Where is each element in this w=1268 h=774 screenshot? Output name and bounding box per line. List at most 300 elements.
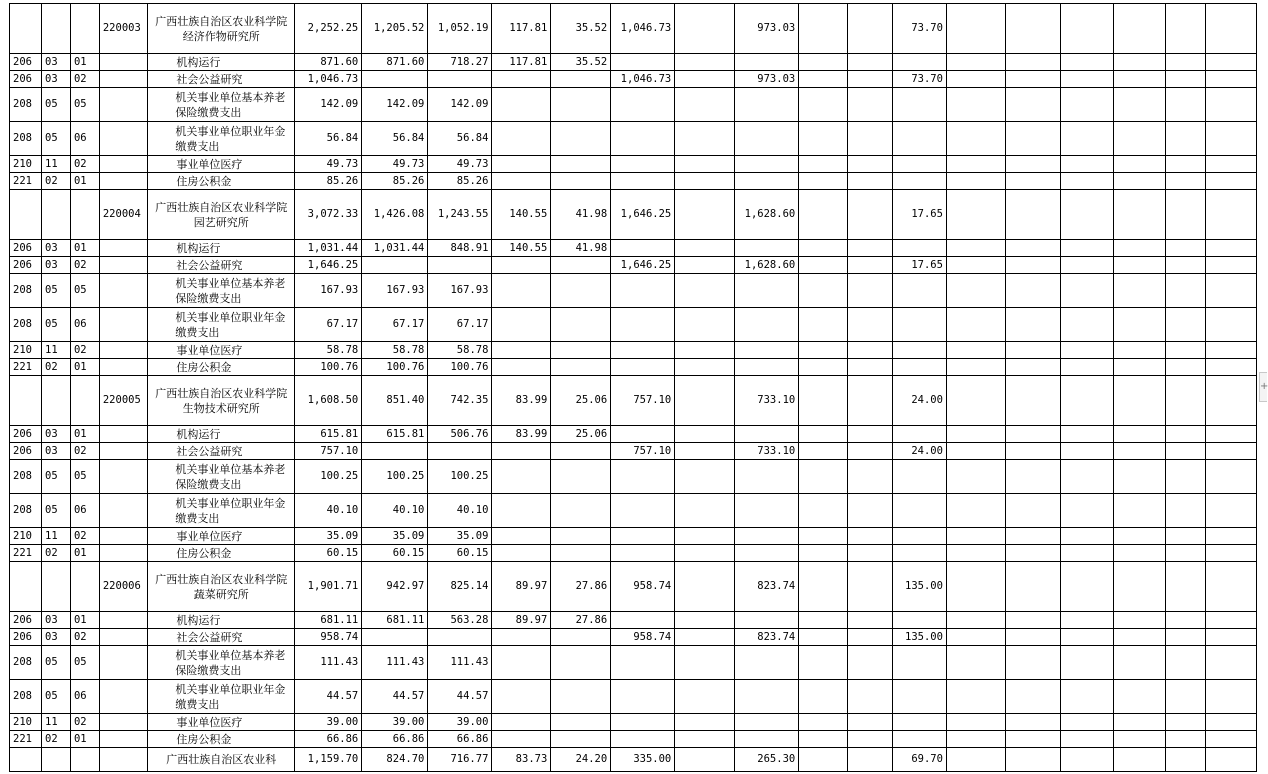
amount-cell[interactable]: [675, 646, 735, 680]
amount-cell[interactable]: [492, 545, 551, 562]
amount-cell[interactable]: [675, 173, 735, 190]
item-name-cell[interactable]: 社会公益研究: [148, 443, 295, 460]
amount-cell[interactable]: [492, 88, 551, 122]
class-code-cell[interactable]: 210: [10, 714, 42, 731]
amount-cell[interactable]: [799, 274, 848, 308]
amount-cell[interactable]: 41.98: [551, 240, 611, 257]
amount-cell[interactable]: [1114, 71, 1166, 88]
item-code-cell[interactable]: 02: [70, 528, 99, 545]
amount-cell[interactable]: [675, 545, 735, 562]
section-code-cell[interactable]: 03: [42, 426, 71, 443]
amount-cell[interactable]: 265.30: [735, 748, 799, 772]
amount-cell[interactable]: [1165, 122, 1205, 156]
amount-cell[interactable]: [1206, 240, 1257, 257]
amount-cell[interactable]: [675, 426, 735, 443]
amount-cell[interactable]: [847, 54, 892, 71]
amount-cell[interactable]: [675, 274, 735, 308]
amount-cell[interactable]: 85.26: [428, 173, 492, 190]
class-code-cell[interactable]: 210: [10, 342, 42, 359]
unit-code-cell[interactable]: 220006: [99, 562, 148, 612]
amount-cell[interactable]: [1165, 528, 1205, 545]
item-name-cell[interactable]: 广西壮族自治区农业科学院蔬菜研究所: [148, 562, 295, 612]
item-code-cell[interactable]: [70, 376, 99, 426]
amount-cell[interactable]: 60.15: [362, 545, 428, 562]
amount-cell[interactable]: 35.09: [362, 528, 428, 545]
amount-cell[interactable]: 24.00: [893, 376, 947, 426]
amount-cell[interactable]: 83.99: [492, 426, 551, 443]
item-code-cell[interactable]: 02: [70, 629, 99, 646]
amount-cell[interactable]: 73.70: [893, 71, 947, 88]
section-code-cell[interactable]: 05: [42, 308, 71, 342]
amount-cell[interactable]: [799, 173, 848, 190]
class-code-cell[interactable]: 208: [10, 308, 42, 342]
amount-cell[interactable]: [946, 748, 1005, 772]
amount-cell[interactable]: [1114, 257, 1166, 274]
item-name-cell[interactable]: [148, 308, 295, 342]
item-name-cell[interactable]: [148, 494, 295, 528]
amount-cell[interactable]: [675, 190, 735, 240]
amount-cell[interactable]: 1,031.44: [362, 240, 428, 257]
amount-cell[interactable]: 111.43: [428, 646, 492, 680]
amount-cell[interactable]: [946, 426, 1005, 443]
amount-cell[interactable]: [946, 240, 1005, 257]
class-code-cell[interactable]: 221: [10, 173, 42, 190]
amount-cell[interactable]: [611, 359, 675, 376]
amount-cell[interactable]: [799, 562, 848, 612]
item-code-cell[interactable]: [70, 748, 99, 772]
amount-cell[interactable]: [611, 426, 675, 443]
section-code-cell[interactable]: 05: [42, 88, 71, 122]
amount-cell[interactable]: [428, 71, 492, 88]
class-code-cell[interactable]: 221: [10, 731, 42, 748]
amount-cell[interactable]: [1206, 342, 1257, 359]
amount-cell[interactable]: [492, 122, 551, 156]
amount-cell[interactable]: [551, 308, 611, 342]
amount-cell[interactable]: [847, 240, 892, 257]
amount-cell[interactable]: [893, 528, 947, 545]
amount-cell[interactable]: [799, 528, 848, 545]
amount-cell[interactable]: [492, 714, 551, 731]
amount-cell[interactable]: [1060, 54, 1114, 71]
amount-cell[interactable]: [893, 122, 947, 156]
section-code-cell[interactable]: 05: [42, 274, 71, 308]
amount-cell[interactable]: [1165, 4, 1205, 54]
amount-cell[interactable]: [946, 545, 1005, 562]
class-code-cell[interactable]: [10, 748, 42, 772]
amount-cell[interactable]: [362, 443, 428, 460]
amount-cell[interactable]: [675, 342, 735, 359]
amount-cell[interactable]: 117.81: [492, 4, 551, 54]
amount-cell[interactable]: 167.93: [295, 274, 362, 308]
amount-cell[interactable]: [1114, 4, 1166, 54]
amount-cell[interactable]: [735, 156, 799, 173]
unit-code-cell[interactable]: [99, 88, 148, 122]
amount-cell[interactable]: [1114, 731, 1166, 748]
amount-cell[interactable]: [847, 257, 892, 274]
amount-cell[interactable]: 25.06: [551, 376, 611, 426]
amount-cell[interactable]: [1060, 612, 1114, 629]
amount-cell[interactable]: 35.09: [295, 528, 362, 545]
amount-cell[interactable]: 67.17: [295, 308, 362, 342]
amount-cell[interactable]: [551, 71, 611, 88]
amount-cell[interactable]: 3,072.33: [295, 190, 362, 240]
amount-cell[interactable]: [1114, 545, 1166, 562]
amount-cell[interactable]: 851.40: [362, 376, 428, 426]
amount-cell[interactable]: [675, 443, 735, 460]
item-name-cell[interactable]: [148, 460, 295, 494]
unit-code-cell[interactable]: [99, 156, 148, 173]
item-name-cell[interactable]: 广西壮族自治区农业科: [148, 748, 295, 772]
amount-cell[interactable]: [492, 274, 551, 308]
amount-cell[interactable]: [675, 731, 735, 748]
amount-cell[interactable]: [799, 494, 848, 528]
amount-cell[interactable]: [551, 629, 611, 646]
amount-cell[interactable]: [362, 257, 428, 274]
item-code-cell[interactable]: 02: [70, 443, 99, 460]
amount-cell[interactable]: [492, 731, 551, 748]
amount-cell[interactable]: [551, 714, 611, 731]
section-code-cell[interactable]: 02: [42, 359, 71, 376]
amount-cell[interactable]: [1114, 646, 1166, 680]
amount-cell[interactable]: [611, 54, 675, 71]
amount-cell[interactable]: [1005, 714, 1060, 731]
unit-code-cell[interactable]: [99, 257, 148, 274]
amount-cell[interactable]: [492, 646, 551, 680]
class-code-cell[interactable]: [10, 190, 42, 240]
amount-cell[interactable]: [1114, 460, 1166, 494]
amount-cell[interactable]: [799, 545, 848, 562]
class-code-cell[interactable]: 208: [10, 646, 42, 680]
amount-cell[interactable]: [1114, 680, 1166, 714]
amount-cell[interactable]: [492, 494, 551, 528]
amount-cell[interactable]: [1060, 376, 1114, 426]
amount-cell[interactable]: [847, 308, 892, 342]
amount-cell[interactable]: 958.74: [611, 629, 675, 646]
amount-cell[interactable]: [1005, 748, 1060, 772]
amount-cell[interactable]: [799, 612, 848, 629]
unit-code-cell[interactable]: [99, 646, 148, 680]
amount-cell[interactable]: [799, 240, 848, 257]
amount-cell[interactable]: 69.70: [893, 748, 947, 772]
amount-cell[interactable]: 506.76: [428, 426, 492, 443]
amount-cell[interactable]: [735, 274, 799, 308]
amount-cell[interactable]: 1,646.25: [295, 257, 362, 274]
amount-cell[interactable]: 742.35: [428, 376, 492, 426]
amount-cell[interactable]: [847, 629, 892, 646]
amount-cell[interactable]: 60.15: [428, 545, 492, 562]
amount-cell[interactable]: [799, 342, 848, 359]
unit-code-cell[interactable]: 220003: [99, 4, 148, 54]
amount-cell[interactable]: [946, 173, 1005, 190]
amount-cell[interactable]: [428, 443, 492, 460]
amount-cell[interactable]: [847, 494, 892, 528]
section-code-cell[interactable]: 05: [42, 680, 71, 714]
amount-cell[interactable]: [611, 173, 675, 190]
unit-code-cell[interactable]: [99, 308, 148, 342]
amount-cell[interactable]: [1060, 274, 1114, 308]
amount-cell[interactable]: [492, 359, 551, 376]
amount-cell[interactable]: 40.10: [362, 494, 428, 528]
amount-cell[interactable]: 24.20: [551, 748, 611, 772]
section-code-cell[interactable]: 03: [42, 612, 71, 629]
amount-cell[interactable]: [611, 731, 675, 748]
amount-cell[interactable]: [611, 545, 675, 562]
amount-cell[interactable]: [611, 274, 675, 308]
amount-cell[interactable]: [1114, 173, 1166, 190]
amount-cell[interactable]: [735, 646, 799, 680]
amount-cell[interactable]: [1005, 4, 1060, 54]
amount-cell[interactable]: [847, 612, 892, 629]
item-name-cell[interactable]: [148, 274, 295, 308]
amount-cell[interactable]: 1,426.08: [362, 190, 428, 240]
amount-cell[interactable]: [735, 460, 799, 494]
amount-cell[interactable]: [1165, 731, 1205, 748]
amount-cell[interactable]: [847, 646, 892, 680]
amount-cell[interactable]: 958.74: [295, 629, 362, 646]
amount-cell[interactable]: [946, 54, 1005, 71]
unit-code-cell[interactable]: [99, 122, 148, 156]
amount-cell[interactable]: [893, 680, 947, 714]
amount-cell[interactable]: [893, 173, 947, 190]
amount-cell[interactable]: [1005, 629, 1060, 646]
section-code-cell[interactable]: 02: [42, 731, 71, 748]
amount-cell[interactable]: 66.86: [362, 731, 428, 748]
item-code-cell[interactable]: 06: [70, 308, 99, 342]
amount-cell[interactable]: 615.81: [362, 426, 428, 443]
amount-cell[interactable]: [492, 460, 551, 494]
amount-cell[interactable]: [551, 173, 611, 190]
amount-cell[interactable]: [1060, 426, 1114, 443]
amount-cell[interactable]: 848.91: [428, 240, 492, 257]
item-name-cell[interactable]: [148, 122, 295, 156]
class-code-cell[interactable]: 206: [10, 54, 42, 71]
amount-cell[interactable]: 100.25: [295, 460, 362, 494]
amount-cell[interactable]: 1,159.70: [295, 748, 362, 772]
amount-cell[interactable]: [893, 426, 947, 443]
amount-cell[interactable]: [1005, 359, 1060, 376]
amount-cell[interactable]: [1165, 54, 1205, 71]
item-code-cell[interactable]: 01: [70, 731, 99, 748]
item-name-cell[interactable]: 机构运行: [148, 612, 295, 629]
amount-cell[interactable]: [1206, 646, 1257, 680]
amount-cell[interactable]: [611, 88, 675, 122]
amount-cell[interactable]: [1005, 731, 1060, 748]
amount-cell[interactable]: [1060, 460, 1114, 494]
amount-cell[interactable]: 66.86: [295, 731, 362, 748]
amount-cell[interactable]: [1114, 612, 1166, 629]
amount-cell[interactable]: 167.93: [428, 274, 492, 308]
amount-cell[interactable]: [1060, 342, 1114, 359]
amount-cell[interactable]: [675, 680, 735, 714]
amount-cell[interactable]: [847, 528, 892, 545]
amount-cell[interactable]: [1206, 71, 1257, 88]
amount-cell[interactable]: [1114, 426, 1166, 443]
class-code-cell[interactable]: 208: [10, 460, 42, 494]
amount-cell[interactable]: [847, 71, 892, 88]
amount-cell[interactable]: [1060, 714, 1114, 731]
amount-cell[interactable]: [611, 528, 675, 545]
amount-cell[interactable]: [735, 494, 799, 528]
amount-cell[interactable]: [362, 629, 428, 646]
amount-cell[interactable]: [735, 528, 799, 545]
amount-cell[interactable]: [847, 274, 892, 308]
class-code-cell[interactable]: 208: [10, 494, 42, 528]
amount-cell[interactable]: [1165, 342, 1205, 359]
amount-cell[interactable]: 25.06: [551, 426, 611, 443]
amount-cell[interactable]: [1206, 714, 1257, 731]
amount-cell[interactable]: [893, 308, 947, 342]
amount-cell[interactable]: 39.00: [428, 714, 492, 731]
amount-cell[interactable]: 58.78: [362, 342, 428, 359]
amount-cell[interactable]: [893, 54, 947, 71]
amount-cell[interactable]: [675, 376, 735, 426]
amount-cell[interactable]: [1114, 240, 1166, 257]
amount-cell[interactable]: [1206, 376, 1257, 426]
amount-cell[interactable]: 1,031.44: [295, 240, 362, 257]
amount-cell[interactable]: [492, 528, 551, 545]
amount-cell[interactable]: [1005, 426, 1060, 443]
amount-cell[interactable]: [946, 494, 1005, 528]
amount-cell[interactable]: [847, 562, 892, 612]
amount-cell[interactable]: [1060, 748, 1114, 772]
amount-cell[interactable]: 39.00: [295, 714, 362, 731]
amount-cell[interactable]: [1005, 88, 1060, 122]
unit-code-cell[interactable]: [99, 274, 148, 308]
amount-cell[interactable]: [1165, 376, 1205, 426]
amount-cell[interactable]: [1114, 494, 1166, 528]
amount-cell[interactable]: 58.78: [295, 342, 362, 359]
amount-cell[interactable]: 973.03: [735, 71, 799, 88]
section-code-cell[interactable]: 03: [42, 240, 71, 257]
amount-cell[interactable]: [735, 54, 799, 71]
amount-cell[interactable]: [1165, 612, 1205, 629]
amount-cell[interactable]: [735, 612, 799, 629]
amount-cell[interactable]: [893, 612, 947, 629]
amount-cell[interactable]: 111.43: [362, 646, 428, 680]
unit-code-cell[interactable]: [99, 173, 148, 190]
amount-cell[interactable]: 73.70: [893, 4, 947, 54]
amount-cell[interactable]: [492, 308, 551, 342]
amount-cell[interactable]: [946, 528, 1005, 545]
amount-cell[interactable]: 44.57: [428, 680, 492, 714]
amount-cell[interactable]: [799, 54, 848, 71]
amount-cell[interactable]: 49.73: [362, 156, 428, 173]
item-name-cell[interactable]: 住房公积金: [148, 173, 295, 190]
amount-cell[interactable]: 871.60: [295, 54, 362, 71]
amount-cell[interactable]: [893, 494, 947, 528]
class-code-cell[interactable]: [10, 376, 42, 426]
class-code-cell[interactable]: 206: [10, 240, 42, 257]
amount-cell[interactable]: [675, 88, 735, 122]
amount-cell[interactable]: 757.10: [611, 443, 675, 460]
amount-cell[interactable]: [893, 88, 947, 122]
section-code-cell[interactable]: 03: [42, 71, 71, 88]
amount-cell[interactable]: 41.98: [551, 190, 611, 240]
amount-cell[interactable]: [1165, 190, 1205, 240]
amount-cell[interactable]: [1060, 359, 1114, 376]
amount-cell[interactable]: [1060, 122, 1114, 156]
amount-cell[interactable]: 17.65: [893, 190, 947, 240]
amount-cell[interactable]: [799, 88, 848, 122]
item-code-cell[interactable]: 01: [70, 426, 99, 443]
amount-cell[interactable]: [1005, 54, 1060, 71]
amount-cell[interactable]: [946, 376, 1005, 426]
item-name-cell[interactable]: 事业单位医疗: [148, 714, 295, 731]
amount-cell[interactable]: [1206, 426, 1257, 443]
amount-cell[interactable]: 56.84: [362, 122, 428, 156]
amount-cell[interactable]: [946, 714, 1005, 731]
item-code-cell[interactable]: 05: [70, 646, 99, 680]
amount-cell[interactable]: [1005, 240, 1060, 257]
amount-cell[interactable]: [428, 629, 492, 646]
unit-code-cell[interactable]: [99, 460, 148, 494]
section-code-cell[interactable]: 05: [42, 460, 71, 494]
amount-cell[interactable]: [1114, 190, 1166, 240]
amount-cell[interactable]: [799, 646, 848, 680]
amount-cell[interactable]: [1206, 156, 1257, 173]
amount-cell[interactable]: 681.11: [295, 612, 362, 629]
amount-cell[interactable]: [1060, 71, 1114, 88]
amount-cell[interactable]: 1,646.25: [611, 190, 675, 240]
amount-cell[interactable]: [611, 156, 675, 173]
amount-cell[interactable]: 718.27: [428, 54, 492, 71]
amount-cell[interactable]: [551, 646, 611, 680]
amount-cell[interactable]: [1206, 122, 1257, 156]
amount-cell[interactable]: [1060, 494, 1114, 528]
amount-cell[interactable]: 135.00: [893, 562, 947, 612]
amount-cell[interactable]: [946, 680, 1005, 714]
unit-code-cell[interactable]: [99, 359, 148, 376]
amount-cell[interactable]: 823.74: [735, 562, 799, 612]
item-code-cell[interactable]: 01: [70, 612, 99, 629]
item-name-cell[interactable]: 事业单位医疗: [148, 528, 295, 545]
amount-cell[interactable]: 142.09: [295, 88, 362, 122]
class-code-cell[interactable]: 221: [10, 545, 42, 562]
amount-cell[interactable]: [492, 680, 551, 714]
amount-cell[interactable]: [492, 629, 551, 646]
amount-cell[interactable]: 1,205.52: [362, 4, 428, 54]
amount-cell[interactable]: [1060, 190, 1114, 240]
item-code-cell[interactable]: [70, 190, 99, 240]
amount-cell[interactable]: [1114, 528, 1166, 545]
amount-cell[interactable]: 39.00: [362, 714, 428, 731]
amount-cell[interactable]: [735, 88, 799, 122]
amount-cell[interactable]: [735, 731, 799, 748]
item-code-cell[interactable]: 02: [70, 714, 99, 731]
amount-cell[interactable]: [893, 731, 947, 748]
amount-cell[interactable]: [551, 528, 611, 545]
amount-cell[interactable]: [1206, 629, 1257, 646]
item-code-cell[interactable]: 06: [70, 680, 99, 714]
item-code-cell[interactable]: 01: [70, 545, 99, 562]
amount-cell[interactable]: [799, 443, 848, 460]
amount-cell[interactable]: [1206, 54, 1257, 71]
amount-cell[interactable]: [551, 156, 611, 173]
amount-cell[interactable]: 60.15: [295, 545, 362, 562]
amount-cell[interactable]: [1060, 731, 1114, 748]
class-code-cell[interactable]: 208: [10, 122, 42, 156]
amount-cell[interactable]: [799, 426, 848, 443]
amount-cell[interactable]: 142.09: [362, 88, 428, 122]
item-code-cell[interactable]: 01: [70, 240, 99, 257]
amount-cell[interactable]: [675, 612, 735, 629]
item-code-cell[interactable]: [70, 562, 99, 612]
amount-cell[interactable]: 140.55: [492, 240, 551, 257]
amount-cell[interactable]: [735, 308, 799, 342]
amount-cell[interactable]: [675, 156, 735, 173]
amount-cell[interactable]: [847, 156, 892, 173]
item-name-cell[interactable]: 机构运行: [148, 240, 295, 257]
